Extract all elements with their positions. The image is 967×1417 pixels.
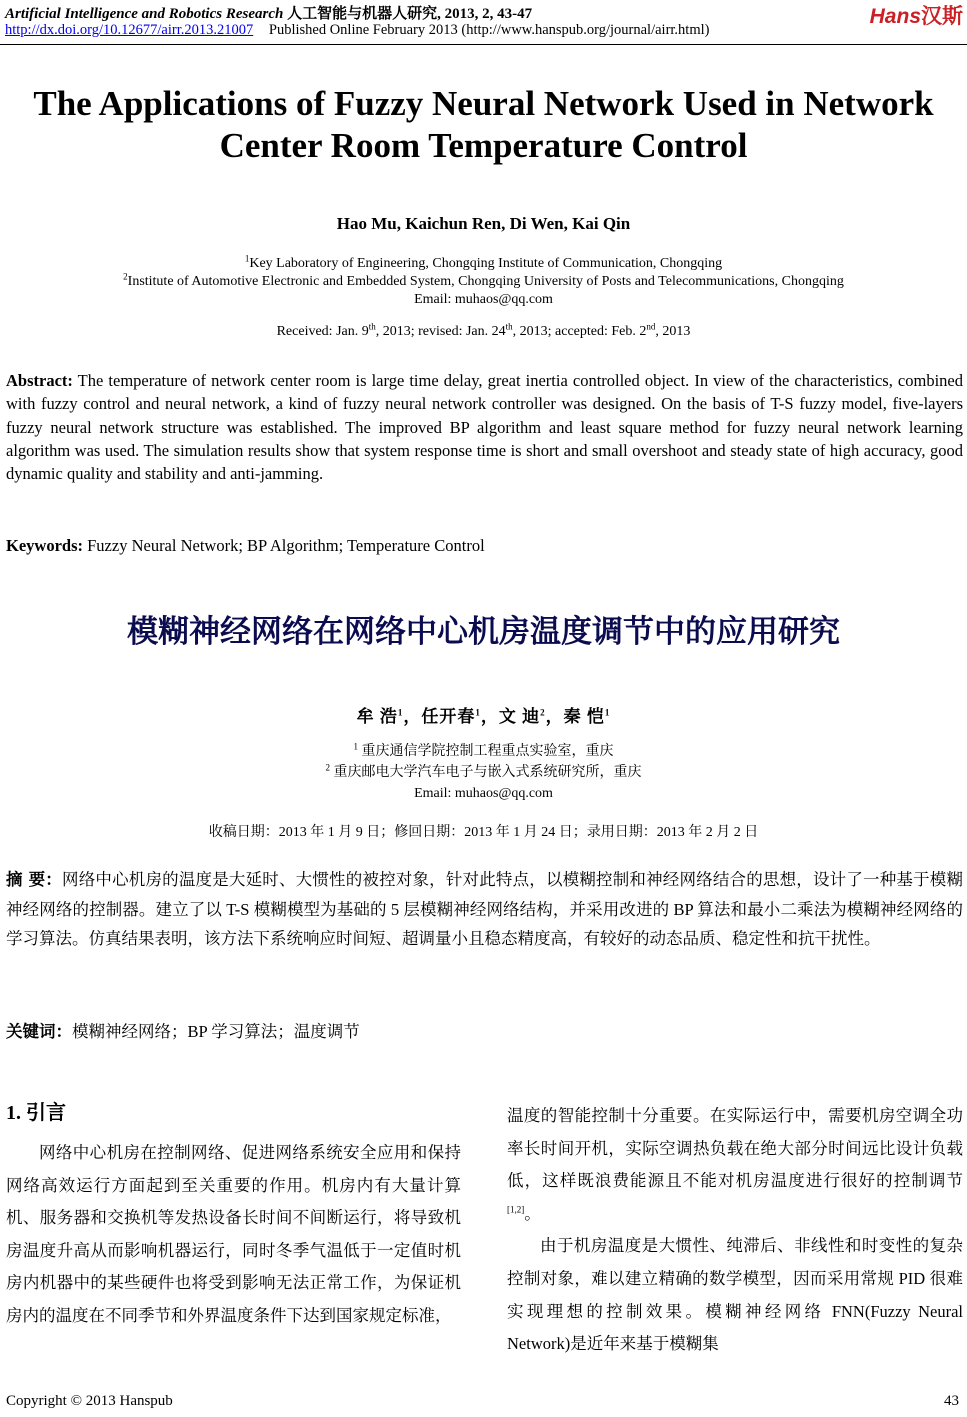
title-line-1: The Applications of Fuzzy Neural Network Used in Network <box>33 84 934 123</box>
journal-volume: , 2013, 2, 43-47 <box>437 6 533 22</box>
abstract-cn <box>6 865 963 954</box>
abstract-cn-label: 摘 要： <box>6 870 62 889</box>
accepted-year: , 2013 <box>655 324 691 339</box>
accepted-sup: nd <box>646 321 656 332</box>
author-cn-3: ，文 迪 <box>480 707 541 726</box>
affiliation-2 <box>0 273 967 291</box>
affiliation-cn-1-marker: 1 <box>353 741 358 752</box>
paragraph-end: 。 <box>524 1203 541 1223</box>
logo-en: Hans <box>869 5 921 28</box>
paragraph: 网络中心机房在控制网络、促进网络系统安全应用和保持网络高效运行方面起到至关重要的作用。机房内有大量计算机、服务器和交换机等发热设备长时间不间断运行，将导致机房温度升高从而影响机器运行，同时冬季气温低于一定值时机房内机器中的某些硬件也将受到影响无法正常工作，为保证机房内的温度在不同季节和外界温度条件下达到国家规定标准， <box>6 1143 461 1325</box>
author-cn-4: ，秦 恺 <box>545 707 605 726</box>
revised-sup: th <box>505 321 513 332</box>
paragraph-continued <box>507 1100 963 1230</box>
abstract-text: The temperature of network center room is large time delay, great inertia controlled object. In view of the characteristics, combined with fuzzy control and neural network, a kind of fuzzy neural network controller was designed. On the basis of T-S fuzzy model, five-layers fuzzy neural network structure was established. The improved BP algorithm and least square method for fuzzy neural network learning algorithm was used. The simulation results show that system response time is short and small overshoot and steady state of high accuracy, good dynamic quality and stability and anti-jamming. <box>6 371 963 484</box>
citation-ref: [1,2] <box>507 1204 525 1215</box>
journal-name-cn: 人工智能与机器人研究 <box>287 6 438 22</box>
affiliation-2-text: Institute of Automotive Electronic and Embedded System, Chongqing University of Posts and Telecommunications, Chongqing <box>127 274 844 289</box>
author-cn-1: 牟 浩 <box>356 707 398 726</box>
journal-header <box>5 2 532 23</box>
affiliation-cn-1-text: 重庆通信学院控制工程重点实验室，重庆 <box>358 744 614 759</box>
affiliation-1-marker: 1 <box>244 253 250 264</box>
author-cn-3-sup: 2 <box>540 707 546 718</box>
keywords-cn-label: 关键词： <box>6 1022 72 1041</box>
author-email: Email: muhaos@qq.com <box>414 292 553 307</box>
received-part: Received: Jan. 9 <box>276 324 369 339</box>
affiliation-cn-2-marker: 2 <box>325 762 330 773</box>
received-sup: th <box>368 321 376 332</box>
affiliation-2-marker: 2 <box>123 271 128 282</box>
received-dates-cn: 收稿日期：2013 年 1 月 9 日；修回日期：2013 年 1 月 24 日；录用日期：2013 年 2 月 2 日 <box>208 825 759 840</box>
author-email-cn: Email: muhaos@qq.com <box>414 786 553 801</box>
section-heading <box>6 1096 66 1125</box>
keywords-label: Keywords: <box>6 536 83 555</box>
author-cn-4-sup: 1 <box>604 707 611 718</box>
abstract-cn-text: 网络中心机房的温度是大延时、大惯性的被控对象，针对此特点，以模糊控制和神经网络结合的思想，设计了一种基于模糊神经网络的控制器。建立了以 T-S 模糊模型为基础的 5 层模糊神经网络结构，并采用改进的 BP 算法和最小二乘法为模糊神经网络的学习算法。仿真结果表明，该方法下系统响应时间短、超调量小且稳态精度高，有较好的动态品质、稳定性和抗干扰性。 <box>6 870 963 948</box>
keywords-cn-text: 模糊神经网络；BP 学习算法；温度调节 <box>72 1022 360 1041</box>
author-list: Hao Mu, Kaichun Ren, Di Wen, Kai Qin <box>336 214 631 233</box>
logo-cn: 汉斯 <box>921 5 963 28</box>
doi-link[interactable]: http://dx.doi.org/10.12677/airr.2013.21007 <box>5 22 254 38</box>
body-column-right <box>507 1100 963 1361</box>
author-cn-1-sup: 1 <box>397 707 404 718</box>
copyright-notice: Copyright © 2013 Hanspub <box>6 1393 173 1409</box>
affiliation-1-text: Key Laboratory of Engineering, Chongqing Institute of Communication, Chongqing <box>249 256 723 271</box>
doi-line <box>5 22 709 39</box>
affiliation-1 <box>0 255 967 273</box>
accepted-part: , 2013; accepted: Feb. 2 <box>512 324 647 339</box>
affiliation-cn-2 <box>0 762 967 783</box>
published-online: Published Online February 2013 (http://www.hanspub.org/journal/airr.html) <box>268 22 710 38</box>
header-divider <box>0 44 967 45</box>
affiliation-cn-1 <box>0 741 967 762</box>
body-column-left <box>6 1137 461 1333</box>
received-dates <box>0 321 967 340</box>
author-cn-2: ，任开春 <box>403 707 476 726</box>
journal-name-en: Artificial Intelligence and Robotics Research <box>5 6 284 22</box>
section-number: 1. <box>6 1102 21 1124</box>
page-number: 43 <box>944 1393 959 1409</box>
keywords-text: Fuzzy Neural Network; BP Algorithm; Temperature Control <box>83 536 485 555</box>
abstract-label: Abstract: <box>6 371 73 390</box>
section-title: 引言 <box>26 1100 66 1124</box>
keywords-en <box>6 534 963 557</box>
paragraph: 由于机房温度是大惯性、纯滞后、非线性和时变性的复杂控制对象，难以建立精确的数学模型，因而采用常规 PID 很难实现理想的控制效果。模糊神经网络 FNN(Fuzzy Neural Network)是近年来基于模糊集 <box>507 1236 963 1354</box>
paper-title <box>0 83 967 167</box>
author-list-cn <box>0 702 967 727</box>
title-line-2: Center Room Temperature Control <box>219 126 748 165</box>
paper-title-cn: 模糊神经网络在网络中心机房温度调节中的应用研究 <box>127 614 840 650</box>
hanspub-logo <box>870 0 963 30</box>
paragraph-text: 温度的智能控制十分重要。在实际运行中，需要机房空调全功率长时间开机，实际空调热负载在绝大部分时间远比设计负载低，这样既浪费能源且不能对机房温度进行很好的控制调节 <box>507 1106 963 1191</box>
author-cn-2-sup: 1 <box>475 707 481 718</box>
abstract-en <box>6 369 963 485</box>
keywords-cn <box>6 1017 963 1047</box>
revised-part: , 2013; revised: Jan. 24 <box>375 324 506 339</box>
affiliation-cn-2-text: 重庆邮电大学汽车电子与嵌入式系统研究所，重庆 <box>330 765 642 780</box>
